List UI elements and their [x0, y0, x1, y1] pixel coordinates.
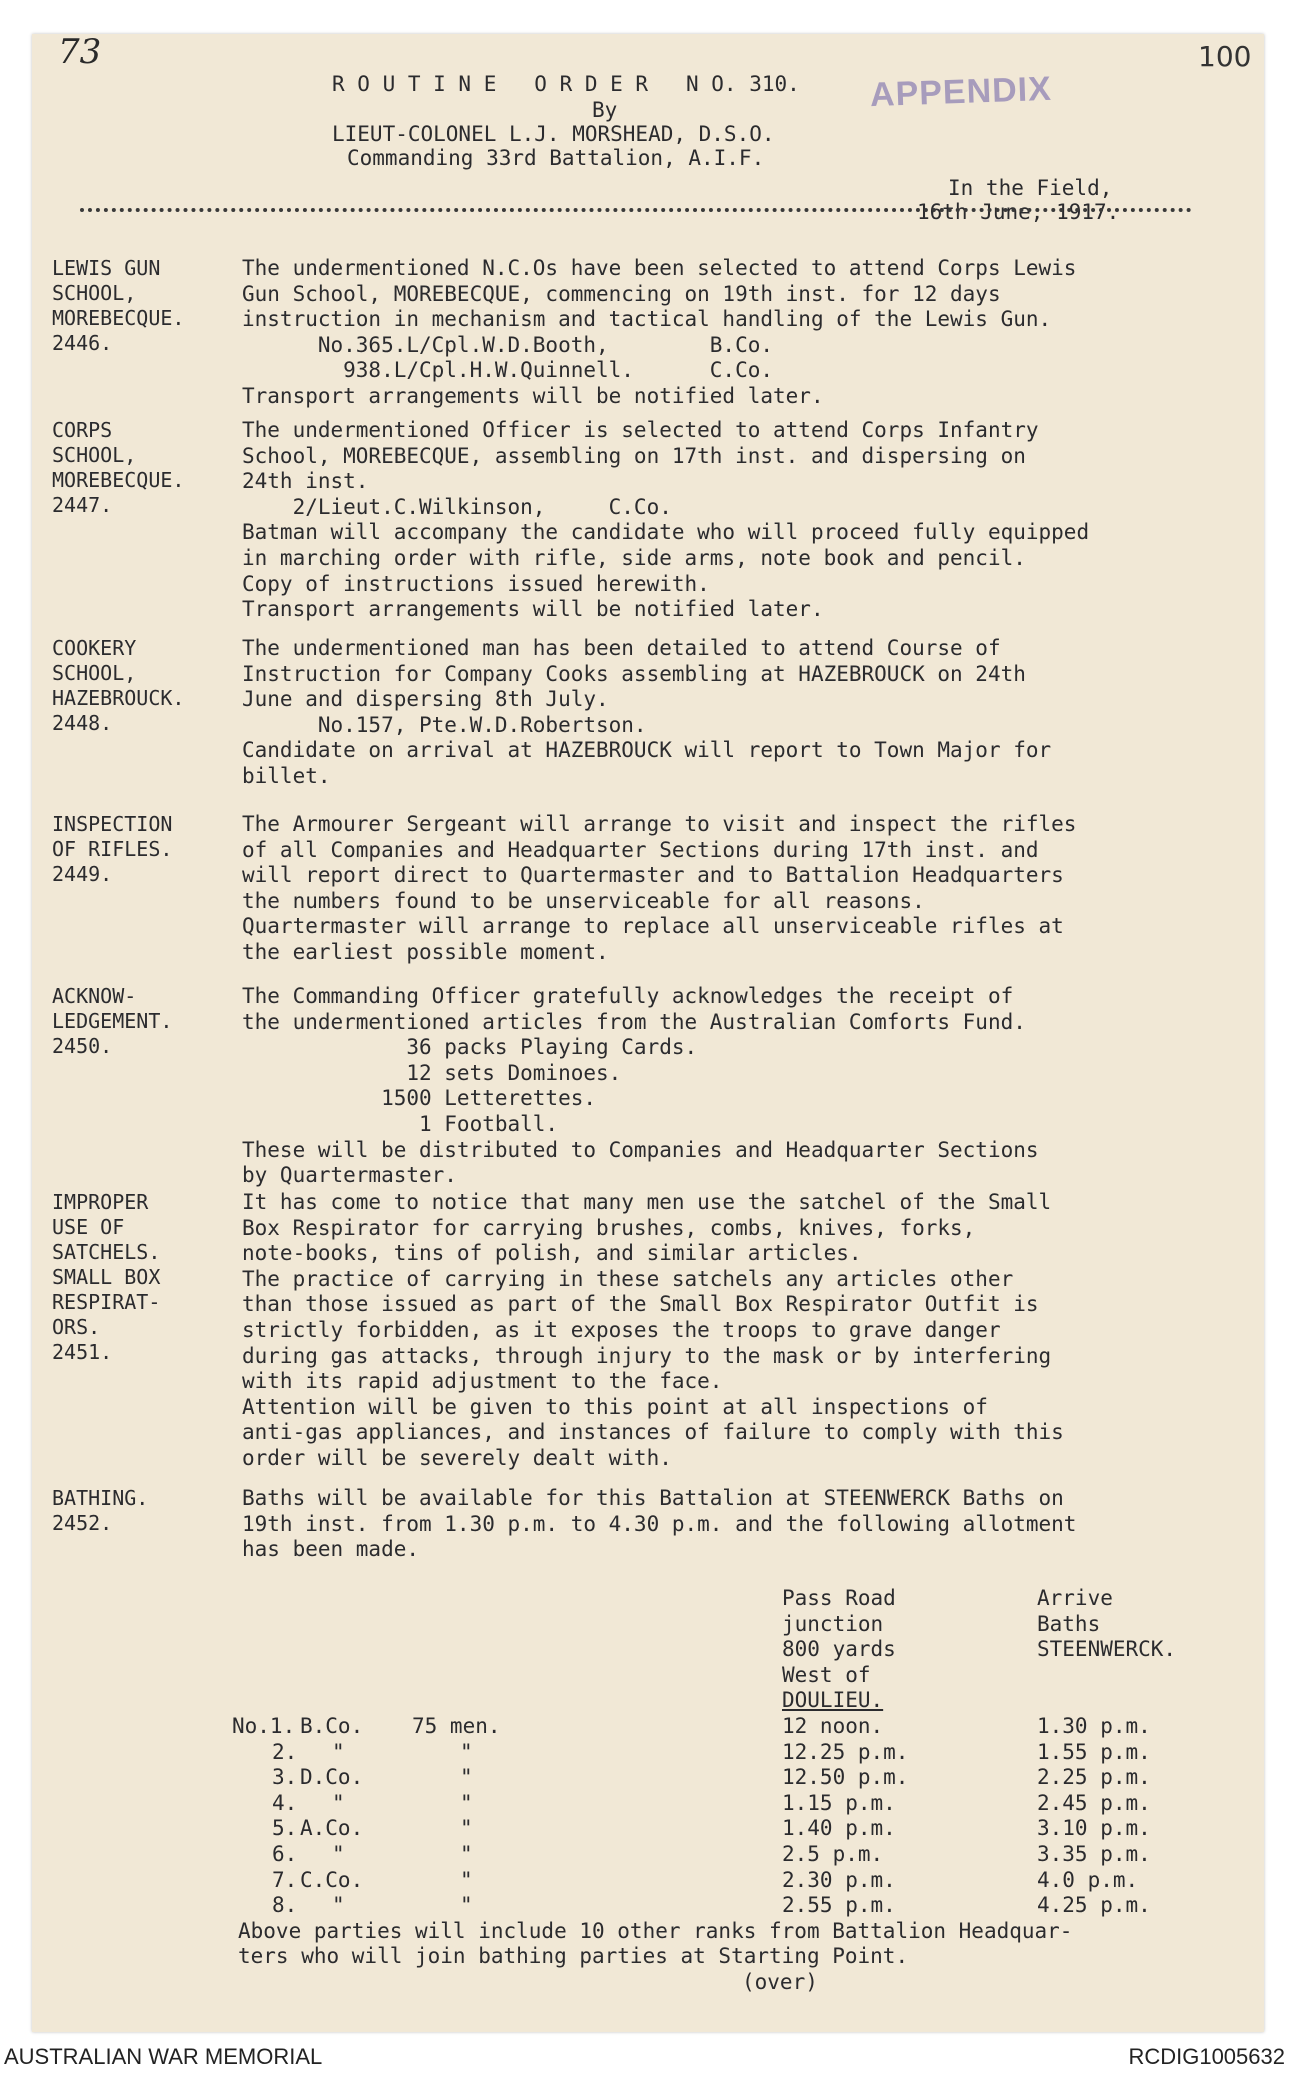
section-label-line: 2448.	[52, 711, 113, 735]
section-label-line: 2452.	[52, 1511, 113, 1535]
section-line: the numbers found to be unserviceable for all reasons.	[242, 888, 925, 913]
section-label-line: 2451.	[52, 1340, 113, 1364]
section-body	[242, 1190, 1252, 1472]
section-line: The practice of carrying in these satchels any articles other	[242, 1266, 1014, 1291]
bathing-cell-pass: 2.55 p.m.	[782, 1893, 896, 1918]
section-line: Batman will accompany the candidate who will proceed fully equipped	[242, 520, 1090, 545]
section-label-line: LEDGEMENT.	[52, 1009, 173, 1033]
bathing-cell-pass: 2.5 p.m.	[782, 1841, 884, 1866]
section-body	[242, 812, 1252, 966]
bathing-cell-no: No.1.	[232, 1714, 296, 1738]
bathing-cell-no: 4.	[272, 1790, 298, 1815]
bathing-row	[242, 1765, 1151, 1791]
document-sheet	[32, 34, 1264, 2032]
bathing-cell-coy: "	[332, 1790, 345, 1815]
pass-road-header: DOULIEU.	[782, 1688, 884, 1713]
bathing-cell-pass: 1.15 p.m.	[782, 1790, 896, 1815]
section-label-line: 2447.	[52, 493, 113, 517]
section-label-line: 2446.	[52, 331, 113, 355]
section-label	[52, 1190, 242, 1365]
section-label-line: SATCHELS.	[52, 1240, 161, 1264]
bathing-row	[242, 1893, 1151, 1919]
order-place: In the Field,	[948, 176, 1113, 200]
section-line: Quartermaster will arrange to replace all unserviceable rifles at	[242, 914, 1064, 939]
section-line: by Quartermaster.	[242, 1163, 457, 1188]
appendix-stamp: APPENDIX	[869, 69, 1053, 115]
bathing-table	[232, 1586, 1177, 1996]
section-body	[242, 1486, 1252, 1563]
section-body	[242, 418, 1252, 623]
section-line: The undermentioned N.C.Os have been selected to attend Corps Lewis	[242, 256, 1077, 280]
bathing-cell-arrive: 2.25 p.m.	[1037, 1765, 1151, 1790]
order-commander: LIEUT-COLONEL L.J. MORSHEAD, D.S.O.	[332, 122, 775, 146]
bathing-cell-no: 7.	[272, 1867, 298, 1892]
section-label-line: ACKNOW-	[52, 984, 137, 1008]
bathing-cell-no: 5.	[272, 1816, 298, 1841]
section-label-line: BATHING.	[52, 1486, 149, 1510]
handwritten-page-number: 73	[58, 32, 102, 72]
section-line: Candidate on arrival at HAZEBROUCK will report to Town Major for	[242, 738, 1052, 763]
section-label	[52, 256, 242, 356]
bathing-cell-no: 2.	[272, 1739, 298, 1764]
section-line: the undermentioned articles from the Australian Comforts Fund.	[242, 1009, 1026, 1034]
bathing-cell-coy: C.Co.	[300, 1867, 364, 1892]
section-label	[52, 812, 242, 887]
section-line: Baths will be available for this Battalion at STEENWERCK Baths on	[242, 1486, 1064, 1510]
section-line: note-books, tins of polish, and similar articles.	[242, 1241, 862, 1266]
bathing-cell-no: 3.	[272, 1765, 298, 1790]
pass-road-header: junction	[782, 1611, 884, 1636]
bathing-cell-no: 8.	[272, 1893, 298, 1918]
arrive-baths-header: Baths	[1037, 1611, 1101, 1636]
section-line: strictly forbidden, as it exposes the troops to grave danger	[242, 1317, 1001, 1342]
section-line: 2/Lieut.C.Wilkinson, C.Co.	[242, 494, 672, 519]
section-line: No.365.L/Cpl.W.D.Booth, B.Co.	[242, 332, 774, 357]
section-line: June and dispersing 8th July.	[242, 687, 609, 712]
section-line: The Armourer Sergeant will arrange to visit and inspect the rifles	[242, 812, 1077, 836]
order-by: By	[592, 98, 618, 122]
bathing-cell-men: "	[460, 1765, 473, 1790]
section-label	[52, 418, 242, 518]
bathing-cell-pass: 1.40 p.m.	[782, 1816, 896, 1841]
order-date: 16th June, 1917.	[917, 200, 1120, 224]
bathing-row	[232, 1714, 1151, 1740]
section-line: 12 sets Dominoes.	[242, 1060, 622, 1085]
section-line: than those issued as part of the Small Box Respirator Outfit is	[242, 1292, 1039, 1317]
section-line: during gas attacks, through injury to the mask or by interfering	[242, 1343, 1052, 1368]
section-line: Box Respirator for carrying brushes, combs, knives, forks,	[242, 1215, 976, 1240]
section-line: 1 Football.	[242, 1111, 559, 1136]
section-line: School, MOREBECQUE, assembling on 17th inst. and dispersing on	[242, 443, 1026, 468]
section-body	[242, 636, 1252, 790]
section-line: will report direct to Quartermaster and to Battalion Headquarters	[242, 863, 1064, 888]
section-label-line: SCHOOL,	[52, 661, 137, 685]
section-label	[52, 636, 242, 736]
dotted-divider	[80, 208, 1192, 222]
bathing-cell-pass: 12 noon.	[782, 1714, 884, 1738]
bathing-cell-coy: "	[332, 1739, 345, 1764]
section-line: Transport arrangements will be notified later.	[242, 597, 824, 622]
bathing-cell-coy: A.Co.	[300, 1816, 364, 1841]
bathing-cell-pass: 12.50 p.m.	[782, 1765, 909, 1790]
section-line: The undermentioned man has been detailed to attend Course of	[242, 636, 1001, 660]
pass-road-header: Pass Road	[782, 1586, 896, 1610]
bathing-cell-arrive: 3.10 p.m.	[1037, 1816, 1151, 1841]
over-note: (over)	[742, 1969, 818, 1994]
section-line: Copy of instructions issued herewith.	[242, 571, 710, 596]
section-label-line: IMPROPER	[52, 1190, 149, 1214]
section-line: 24th inst.	[242, 469, 369, 494]
section-label-line: LEWIS GUN	[52, 256, 161, 280]
section-label-line: MOREBECQUE.	[52, 306, 185, 330]
bathing-cell-pass: 12.25 p.m.	[782, 1739, 909, 1764]
footer-right: RCDIG1005632	[1128, 2044, 1285, 2069]
section-label-line: SMALL BOX	[52, 1265, 161, 1289]
bathing-row	[242, 1739, 1151, 1766]
section-line: anti-gas appliances, and instances of failure to comply with this	[242, 1420, 1064, 1445]
bathing-cell-men: "	[460, 1893, 473, 1918]
bathing-row	[242, 1841, 1151, 1868]
section-label-line: MOREBECQUE.	[52, 468, 185, 492]
section-label-line: CORPS	[52, 418, 113, 442]
bathing-note-line: Above parties will include 10 other ranks from Battalion Headquar-	[238, 1918, 1073, 1943]
section-line: billet.	[242, 763, 331, 788]
bathing-note-line: ters who will join bathing parties at Starting Point.	[238, 1944, 909, 1969]
section-line: the earliest possible moment.	[242, 939, 609, 964]
bathing-cell-arrive: 4.0 p.m.	[1037, 1867, 1139, 1892]
section-line: No.157, Pte.W.D.Robertson.	[242, 712, 647, 737]
arrive-baths-header: Arrive	[1037, 1586, 1113, 1610]
bathing-cell-arrive: 3.35 p.m.	[1037, 1841, 1151, 1866]
section-body	[242, 256, 1252, 410]
section-label-line: SCHOOL,	[52, 443, 137, 467]
section-label-line: 2449.	[52, 862, 113, 886]
footer-left: AUSTRALIAN WAR MEMORIAL	[4, 2044, 323, 2069]
section-line: has been made.	[242, 1537, 420, 1562]
bathing-cell-arrive: 2.45 p.m.	[1037, 1790, 1151, 1815]
pass-road-header: West of	[782, 1662, 871, 1687]
bathing-cell-men: "	[460, 1739, 473, 1764]
section-line: instruction in mechanism and tactical handling of the Lewis Gun.	[242, 307, 1052, 332]
bathing-cell-coy: D.Co.	[300, 1765, 364, 1790]
section-line: The Commanding Officer gratefully acknowledges the receipt of	[242, 984, 1014, 1008]
bathing-row	[242, 1790, 1151, 1817]
section-label-line: COOKERY	[52, 636, 137, 660]
section-label-line: OF RIFLES.	[52, 837, 173, 861]
section-line: in marching order with rifle, side arms, note book and pencil.	[242, 545, 1026, 570]
bathing-cell-men: "	[460, 1867, 473, 1892]
section-label-line: USE OF	[52, 1215, 125, 1239]
section-line: Gun School, MOREBECQUE, commencing on 19th inst. for 12 days	[242, 281, 1001, 306]
section-label-line: HAZEBROUCK.	[52, 686, 185, 710]
bathing-cell-men: "	[460, 1790, 473, 1815]
section-label-line: INSPECTION	[52, 812, 173, 836]
section-line: It has come to notice that many men use the satchel of the Small	[242, 1190, 1052, 1214]
section-line: Transport arrangements will be notified later.	[242, 383, 824, 408]
section-line: order will be severely dealt with.	[242, 1445, 672, 1470]
bathing-cell-pass: 2.30 p.m.	[782, 1867, 896, 1892]
section-label-line: RESPIRAT-	[52, 1290, 161, 1314]
section-line: These will be distributed to Companies and Headquarter Sections	[242, 1137, 1039, 1162]
bathing-cell-men: "	[460, 1841, 473, 1866]
stamped-page-number: 100	[1198, 40, 1252, 73]
bathing-cell-no: 6.	[272, 1841, 298, 1866]
section-line: Instruction for Company Cooks assembling at HAZEBROUCK on 24th	[242, 661, 1026, 686]
section-line: of all Companies and Headquarter Sections during 17th inst. and	[242, 837, 1039, 862]
bathing-cell-arrive: 4.25 p.m.	[1037, 1893, 1151, 1918]
bathing-cell-men: "	[460, 1816, 473, 1841]
pass-road-header: 800 yards	[782, 1637, 896, 1662]
section-label-line: SCHOOL,	[52, 281, 137, 305]
section-line: 1500 Letterettes.	[242, 1086, 597, 1111]
section-line: Attention will be given to this point at all inspections of	[242, 1394, 988, 1419]
section-body	[242, 984, 1252, 1189]
bathing-cell-arrive: 1.55 p.m.	[1037, 1739, 1151, 1764]
section-line: with its rapid adjustment to the face.	[242, 1369, 723, 1394]
section-line: 938.L/Cpl.H.W.Quinnell. C.Co.	[242, 358, 774, 383]
bathing-cell-men: 75 men.	[412, 1714, 501, 1738]
order-title: R O U T I N E O R D E R N O. 310.	[332, 72, 800, 96]
bathing-cell-coy: B.Co.	[300, 1714, 364, 1738]
section-line: 19th inst. from 1.30 p.m. to 4.30 p.m. and the following allotment	[242, 1511, 1077, 1536]
section-label	[52, 984, 242, 1059]
bathing-cell-arrive: 1.30 p.m.	[1037, 1714, 1151, 1738]
bathing-row	[242, 1816, 1151, 1842]
arrive-baths-header: STEENWERCK.	[1037, 1637, 1177, 1662]
order-unit: Commanding 33rd Battalion, A.I.F.	[347, 146, 765, 170]
section-line: The undermentioned Officer is selected to attend Corps Infantry	[242, 418, 1039, 442]
bathing-cell-coy: "	[332, 1893, 345, 1918]
section-label-line: 2450.	[52, 1034, 113, 1058]
bathing-cell-coy: "	[332, 1841, 345, 1866]
bathing-row	[242, 1867, 1139, 1894]
section-label	[52, 1486, 242, 1536]
section-line: 36 packs Playing Cards.	[242, 1035, 698, 1060]
section-label-line: ORS.	[52, 1315, 101, 1339]
